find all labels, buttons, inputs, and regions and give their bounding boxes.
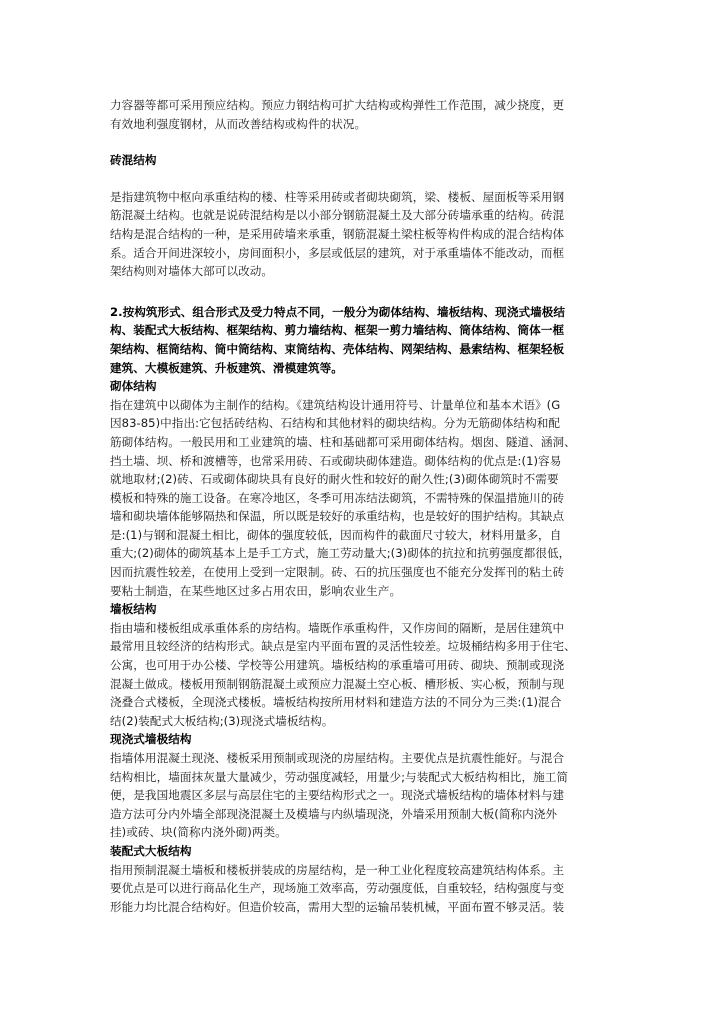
text-line: 指由墙和楼板组成承重体系的房结构。墙既作承重构件，又作房间的隔断，是居住建筑中 [110,620,565,635]
text-line: 形能力均比混合结构好。但造价较高，需用大型的运输吊装机械，平面布置不够灵活。装 [110,899,565,914]
text-line: 是:(1)与钢和混凝土相比，砌体的强度较低，因而构件的截面尺寸较大，材料用量多，自 [110,527,562,542]
text-line: 挡土墙、坝、桥和渡槽等，也常采用砖、石或砌块砌体建造。砌体结构的优点是:(1)容易 [110,453,562,468]
text-line: 便，是我国地震区多层与高层住宅的主要结构形式之一。现浇式墙板结构的墙体材料与建 [110,788,565,803]
text-line: 有效地利强度钢材，从而改善结构或构件的状况。 [110,116,367,131]
masonry-paragraph [110,396,618,601]
text-line: 重大;(2)砌体的砌筑基本上是手工方式，施工劳动量大;(3)砌体的抗拉和抗剪强度都很低， [110,546,571,561]
text-line: 建筑、大模板建筑、升板建筑、滑模建筑等。 [110,360,343,375]
prefab-panel-paragraph [110,861,618,917]
text-line: 浇叠合式楼板，全现浇式楼板。墙板结构按所用材料和建造方法的不同分为三类:(1)混合 [110,695,562,710]
text-line: 因而抗震性较差，在使用上受到一定限制。砖、石的抗压强度也不能充分发挥刊的粘土砖 [110,565,565,580]
text-line: 墙和砌块墙体能够隔热和保温，所以既是较好的承重结构，也是较好的围护结构。其缺点 [110,509,565,524]
text-line: 力容器等都可采用预应结构。预应力钢结构可扩大结构或构弹性工作范围，减少挠度，更 [110,98,565,112]
text-line: 要优点是可以进行商品化生产，现场施工效率高，劳动强度低，自重较轻，结构强度与变 [110,881,565,896]
intro-paragraph [110,96,618,133]
classification-paragraph [110,303,618,377]
text-line: 筋砌体结构。一般民用和工业建筑的墙、柱和基础都可采用砌体结构。烟囱、隧道、涵洞、 [110,434,576,449]
text-line: 指墙体用混凝土现浇、楼板采用预制或现浇的房屋结构。主要优点是抗震性能好。与混合 [110,751,565,765]
text-line: 公寓，也可用于办公楼、学校等公用建筑。墙板结构的承重墙可用砖、砌块、预制或现浇 [110,658,565,673]
text-line: 结构相比，墙面抹灰量大量减少，劳动强度减轻，用量少;与装配式大板结构相比，施工简 [110,769,569,784]
text-line: 筋混凝土结构。也就是说砖混结构是以小部分钢筋混凝土及大部分砖墙承重的结构。砖混 [110,208,565,223]
document-page [110,96,618,916]
text-line: 结(2)装配式大板结构;(3)现浇式墙板结构。 [110,713,334,728]
section-heading-wall-panel: 墙板结构 [110,602,157,617]
section-heading-brick-concrete: 砖混结构 [110,153,157,168]
text-line: 结构是混合结构的一种，是采用砖墙来承重，钢筋混凝土梁柱板等构件构成的混合结构体 [110,226,565,241]
text-line: 最常用且较经济的结构形式。缺点是室内平面布置的灵活性较差。垃圾桶结构多用于住宅、 [110,639,576,654]
text-line: 系。适合开间进深较小，房间面积小，多层或低层的建筑，对于承重墙体不能改动，而框 [110,245,565,260]
text-line: 要粘土制造，在某些地区过多占用农田，影响农业生产。 [110,583,402,598]
text-line: 因83-85)中指出:它包括砖结构、石结构和其他材料的砌块结构。分为无筋砌体结构和配 [110,416,561,431]
text-line: 就地取材;(2)砖、石或砌体砌块具有良好的耐火性和较好的耐久性;(3)砌体砌筑时不需要 [110,472,559,487]
brick-concrete-paragraph [110,188,618,281]
text-line: 挂)或砖、块(简称内浇外砌)两类。 [110,825,287,840]
section-heading-masonry: 砌体结构 [110,379,157,394]
section-heading-prefab-panel: 装配式大板结构 [110,843,192,858]
text-line: 指用预制混凝土墙板和楼板拼装成的房屋结构，是一种工业化程度较高建筑结构体系。主 [110,862,565,877]
text-line: 造方法可分内外墙全部现浇混凝土及模墙与内纵墙现浇，外墙采用预制大板(简称内浇外 [110,806,558,821]
cast-in-place-paragraph [110,749,618,842]
text-line: 架结构则对墙体大部可以改动。 [110,264,274,279]
section-heading-cast-in-place: 现浇式墙极结构 [110,732,192,747]
text-line: 架结构、框筒结构、筒中筒结构、束筒结构、壳体结构、网架结构、悬索结构、框架轻板 [110,341,565,356]
text-line: 模板和特殊的施工设备。在寒冷地区，冬季可用冻结法砌筑，不需特殊的保温措施川的砖 [110,490,565,505]
text-line: 是指建筑物中枢向承重结构的楼、柱等采用砖或者砌块砌筑，梁、楼板、屋面板等采用钢 [110,189,565,204]
text-line: 指在建筑中以砌体为主制作的结构。《建筑结构设计通用符号、计量单位和基本术语》(G [110,397,561,412]
wall-panel-paragraph [110,619,618,731]
text-line: 混凝土做成。楼板用预制钢筋混凝土或预应力混凝土空心板、槽形板、实心板，预制与现 [110,676,565,691]
text-line: 构、装配式大板结构、框架结构、剪力墙结构、框架一剪力墙结构、筒体结构、筒体一框 [110,323,565,338]
text-line: 2.按构筑形式、组合形式及受力特点不同，一般分为砌体结构、墙板结构、现浇式墙极结 [110,304,566,319]
